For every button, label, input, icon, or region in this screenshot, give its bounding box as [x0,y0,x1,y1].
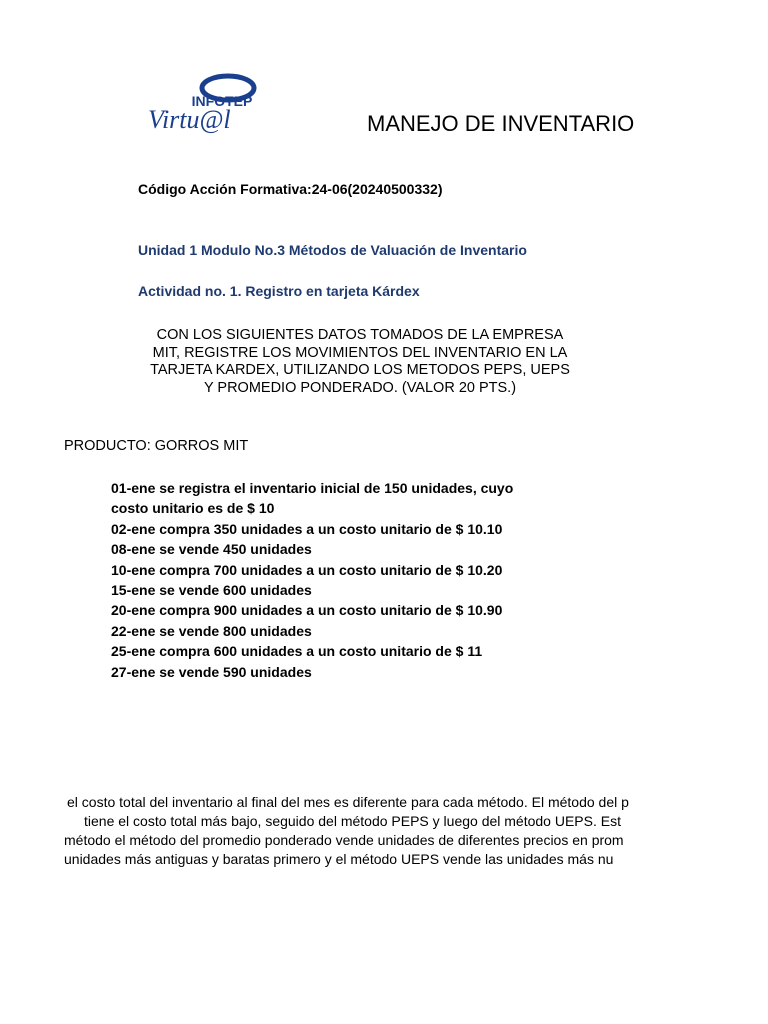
answer-line: unidades más antiguas y baratas primero y el método UEPS vende las unidades más nu [64,851,614,867]
page-title: MANEJO DE INVENTARIO [367,111,635,136]
event-line: costo unitario es de $ 10 [111,500,275,517]
instructions-paragraph [110,327,610,397]
product-label: PRODUCTO: GORROS MIT [64,438,249,454]
answer-paragraph [0,793,662,869]
event-line: 25-ene compra 600 unidades a un costo unitario de $ 11 [111,643,483,660]
inventory-events-list [111,478,513,682]
infotep-virtual-logo [146,68,264,134]
answer-line: el costo total del inventario al final del mes es diferente para cada método. El método del p [67,794,629,810]
event-line: 10-ene compra 700 unidades a un costo unitario de $ 10.20 [111,561,503,578]
instructions-line: MIT, REGISTRE LOS MOVIMIENTOS DEL INVENTARIO EN LA [152,344,568,361]
activity-heading: Actividad no. 1. Registro en tarjeta Kárdex [138,283,420,299]
event-line: 08-ene se vende 450 unidades [111,541,312,558]
event-line: 22-ene se vende 800 unidades [111,622,312,639]
instructions-line: Y PROMEDIO PONDERADO. (VALOR 20 PTS.) [203,379,517,396]
course-code: Código Acción Formativa:24-06(20240500332) [138,181,443,197]
event-line: 01-ene se registra el inventario inicial de 150 unidades, cuyo [111,480,514,496]
instructions-line: TARJETA KARDEX, UTILIZANDO LOS METODOS PEPS, UEPS [150,362,570,378]
instructions-line: CON LOS SIGUIENTES DATOS TOMADOS DE LA EMPRESA [156,327,564,343]
unit-heading: Unidad 1 Modulo No.3 Métodos de Valuación de Inventario [138,242,527,258]
event-line: 20-ene compra 900 unidades a un costo unitario de $ 10.90 [111,602,503,619]
answer-line: tiene el costo total más bajo, seguido del método PEPS y luego del método UEPS. Est [84,813,621,829]
logo-swoosh-inner [214,83,242,93]
logo-text-infotep: INFOTEP [191,93,253,109]
logo-text-virtual: Virtu@l [148,105,231,134]
event-line: 02-ene compra 350 unidades a un costo unitario de $ 10.10 [111,520,503,537]
answer-line: método el método del promedio ponderado vende unidades de diferentes precios en prom [64,832,624,848]
event-line: 15-ene se vende 600 unidades [111,582,312,599]
event-line: 27-ene se vende 590 unidades [111,663,312,680]
